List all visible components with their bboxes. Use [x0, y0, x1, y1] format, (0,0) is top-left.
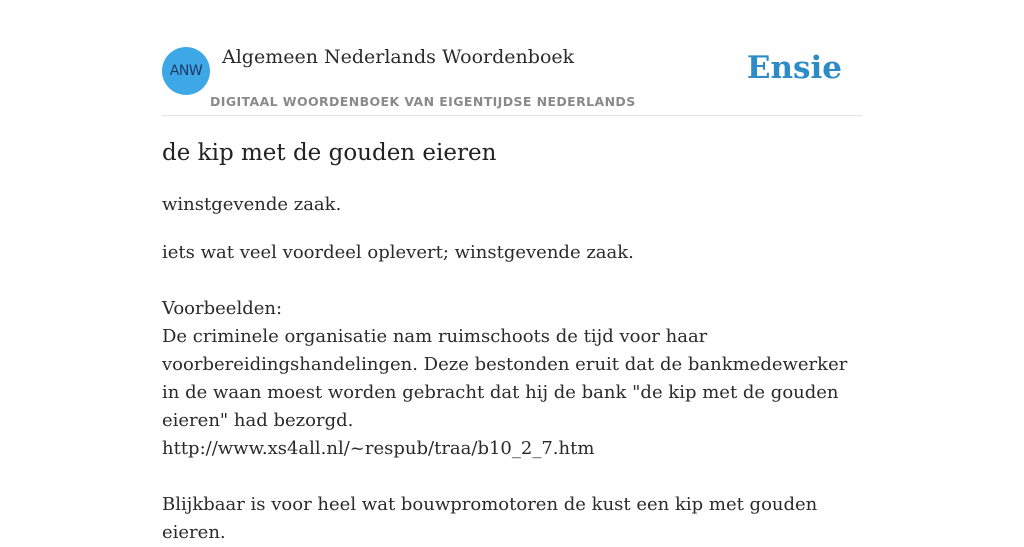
- short-definition: winstgevende zaak.: [162, 194, 342, 215]
- example-text: Blijkbaar is voor heel wat bouwpromotoren de kust een kip met gouden eieren.: [162, 494, 818, 543]
- example-text: De criminele organisatie nam ruimschoots de tijd voor haar voorbereidingshandelingen. Deze bestonden eruit dat de bankmedewerker in de waan moest worden gebracht dat hij de bank "de kip met de gouden eieren" had bezorgd.: [162, 326, 848, 431]
- ensie-brand-logo[interactable]: Ensie: [746, 50, 842, 86]
- source-title[interactable]: Algemeen Nederlands Woordenboek: [222, 46, 575, 68]
- definition-text: iets wat veel voordeel oplevert; winstgevende zaak.: [162, 242, 634, 263]
- anw-logo[interactable]: ANW: [162, 47, 210, 95]
- example-source-url: http://www.xs4all.nl/~respub/traa/b10_2_7.htm: [162, 438, 595, 459]
- source-header: [162, 0, 862, 116]
- entry-container: [162, 0, 862, 543]
- definition-body: [162, 239, 862, 547]
- paragraph-spacer: [162, 267, 862, 295]
- entry-term: de kip met de gouden eieren: [162, 140, 497, 166]
- examples-label: Voorbeelden:: [162, 298, 283, 319]
- source-subtitle: DIGITAAL WOORDENBOEK VAN EIGENTIJDSE NEDERLANDS: [210, 94, 636, 109]
- paragraph-spacer: [162, 463, 862, 491]
